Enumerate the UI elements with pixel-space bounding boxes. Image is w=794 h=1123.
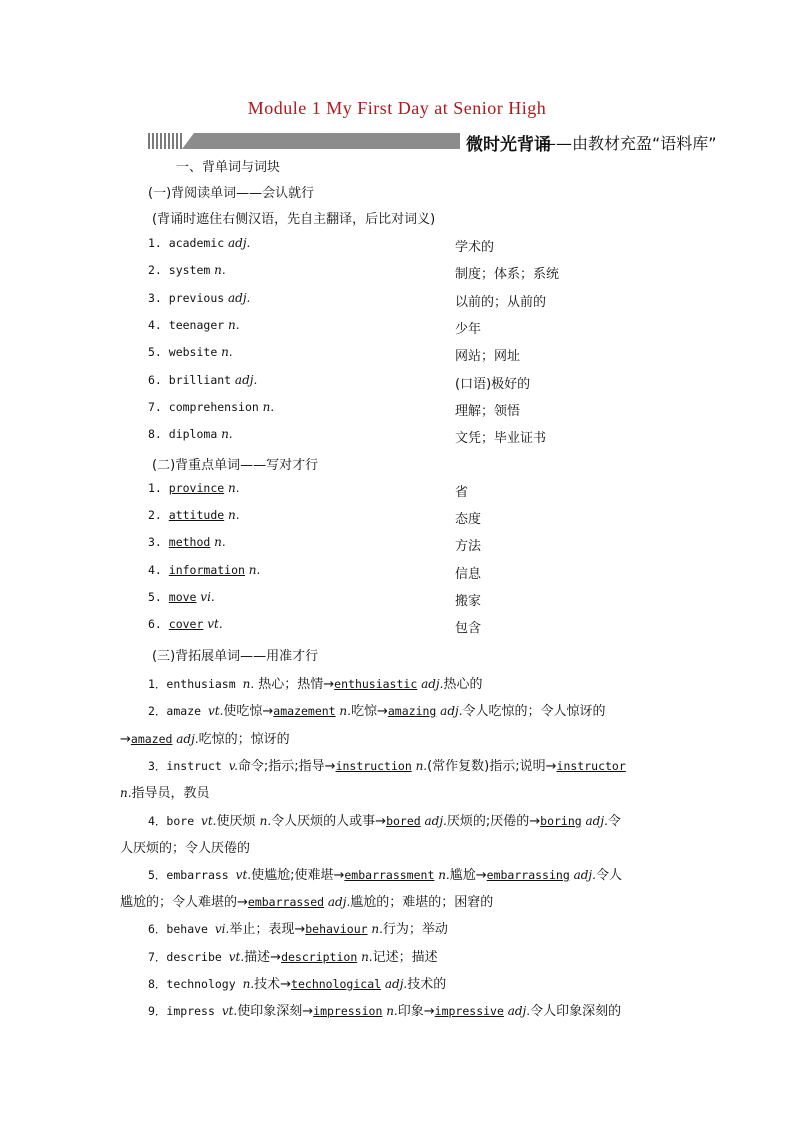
definition-text: 热心的	[443, 677, 483, 692]
vocab-word: teenager	[168, 317, 225, 332]
part-of-speech: n.	[224, 481, 240, 495]
definition-text: 技术→	[254, 977, 292, 992]
part-of-speech: v.	[228, 759, 238, 773]
part-of-speech: adj.	[569, 868, 596, 882]
part-of-speech: adj.	[436, 704, 463, 718]
part-of-speech: n.	[382, 1004, 398, 1018]
item-number: 6.	[148, 617, 169, 631]
item-number: 3.	[148, 535, 169, 550]
entry-text: 1．enthusiasm	[148, 677, 243, 691]
definition-text: 举止；表现→	[229, 922, 306, 937]
definition-text: 使厌烦	[216, 814, 260, 829]
vocab-word: move	[168, 589, 197, 604]
vocab-row	[148, 373, 257, 388]
vocab-word: information	[168, 562, 245, 577]
part-of-speech: adj.	[172, 732, 199, 746]
part-of-speech: adj.	[324, 895, 351, 909]
vocab-meaning: 制度；体系；系统	[455, 267, 560, 283]
vocab-row	[148, 617, 223, 632]
derived-word: technological	[291, 977, 382, 991]
part-of-speech: n.	[210, 263, 226, 278]
vocab-row	[148, 481, 240, 496]
definition-text: 吃惊→	[350, 704, 388, 719]
definition-text: 吃惊的；惊讶的	[198, 732, 290, 747]
item-number: 8.	[148, 427, 169, 442]
vocab-meaning: 包含	[455, 621, 482, 636]
vocab-meaning: 信息	[455, 566, 482, 582]
definition-text: 令人吃惊的；令人惊讶的	[462, 704, 606, 719]
vocab-meaning: (口语)极好的	[455, 376, 531, 392]
definition-text: 尴尬→	[449, 868, 487, 883]
extended-word-line	[120, 782, 210, 801]
vocab-word: system	[168, 263, 211, 278]
banner-hatch-decoration	[148, 133, 184, 149]
part-of-speech: vt.	[228, 950, 245, 964]
vocab-row	[148, 563, 260, 578]
part-of-speech: n.	[357, 950, 373, 964]
item-number: 5.	[148, 589, 169, 604]
part-of-speech: adj.	[381, 977, 408, 991]
vocab-word: academic	[168, 236, 225, 250]
item-number: 1.	[148, 236, 169, 250]
entry-text: 3．instruct	[148, 759, 229, 773]
definition-text: 尴尬的；难堪的；困窘的	[350, 895, 494, 910]
derived-word: amazed	[130, 732, 173, 746]
vocab-word: previous	[168, 290, 225, 305]
derived-word: amazing	[387, 704, 437, 718]
extended-word-line	[148, 946, 438, 965]
vocab-word: brilliant	[168, 372, 232, 387]
item-number: 3.	[148, 290, 169, 305]
extended-word-line	[148, 918, 448, 937]
entry-text: 6．behave	[148, 922, 215, 936]
part-of-speech: vi.	[214, 922, 230, 936]
part-of-speech: adj.	[231, 372, 258, 387]
part-of-speech: adj.	[581, 814, 608, 828]
part-of-speech: vt.	[203, 617, 223, 631]
derived-word: behaviour	[305, 922, 368, 936]
part-of-speech: adj.	[420, 814, 447, 828]
item-number: 6.	[148, 372, 169, 387]
part-of-speech: adj.	[224, 236, 251, 250]
entry-text: 8．technology	[148, 977, 243, 991]
part-of-speech: vt.	[235, 868, 252, 882]
part-of-speech: vt.	[221, 1004, 238, 1018]
extended-word-line	[120, 728, 290, 747]
vocab-meaning: 以前的；从前的	[455, 294, 547, 310]
extended-word-line	[120, 891, 493, 910]
part3-heading: (三)背拓展单词——用准才行	[152, 649, 319, 664]
section-banner	[148, 130, 717, 155]
item-number: 2.	[148, 263, 169, 278]
extended-word-line	[148, 755, 626, 774]
entry-text: 4．bore	[148, 814, 202, 828]
part-of-speech: n.	[411, 759, 428, 773]
vocab-row	[148, 263, 226, 278]
item-number: 5.	[148, 345, 169, 360]
vocab-row	[148, 427, 233, 442]
part-of-speech: vt.	[201, 814, 217, 828]
item-number: 4.	[148, 317, 169, 332]
part-of-speech: adj.	[224, 290, 251, 305]
definition-text: 行为；举动	[382, 922, 448, 937]
item-number: 4.	[148, 562, 169, 577]
vocab-meaning: 方法	[455, 539, 482, 555]
definition-text: 指导员，教员	[131, 786, 210, 801]
vocab-meaning: 理解；领悟	[455, 403, 521, 419]
vocab-row	[148, 508, 240, 523]
derived-word: impression	[313, 1004, 383, 1018]
vocab-word: cover	[168, 617, 204, 631]
vocab-row	[148, 236, 250, 251]
vocab-row	[148, 291, 250, 306]
page-title: Module 1 My First Day at Senior High	[247, 98, 547, 118]
vocab-row	[148, 400, 274, 415]
part-of-speech: n.	[217, 427, 233, 442]
part-of-speech: adj.	[503, 1004, 531, 1018]
vocab-row	[148, 535, 226, 550]
extended-word-line	[148, 864, 622, 883]
vocab-word: attitude	[168, 508, 225, 523]
derived-word: enthusiastic	[334, 677, 418, 691]
part-of-speech: n.	[367, 922, 383, 936]
definition-text: 热心；热情→	[254, 677, 335, 692]
derived-word: bored	[386, 814, 421, 828]
vocab-word: comprehension	[168, 399, 259, 414]
definition-text: 令人厌烦的人或事→	[271, 814, 387, 829]
item-number: 7.	[148, 399, 169, 414]
extended-word-line	[148, 673, 482, 692]
definition-text: 印象→	[397, 1004, 435, 1019]
part-of-speech: vt.	[207, 704, 224, 718]
vocab-row	[148, 590, 215, 605]
part-of-speech: n.	[244, 562, 261, 577]
section-heading: 一、背单词与词块	[176, 160, 281, 175]
definition-text: 技术的	[407, 977, 447, 992]
banner-subtitle: ——由教材充盈“语料库”	[540, 134, 717, 153]
vocab-word: method	[168, 535, 211, 550]
derived-word: embarrassment	[344, 868, 435, 882]
part1-note: (背诵时遮住右侧汉语，先自主翻译，后比对词义)	[152, 212, 436, 227]
derived-word: instruction	[335, 759, 412, 773]
definition-text: 尴尬的；令人难堪的→	[120, 895, 248, 910]
vocab-meaning: 态度	[455, 512, 482, 528]
part-of-speech: n.	[335, 704, 351, 718]
vocab-meaning: 文凭；毕业证书	[455, 431, 547, 447]
part-of-speech: n.	[259, 814, 272, 828]
part2-heading: (二)背重点单词——写对才行	[152, 458, 319, 473]
entry-text: 2．amaze	[148, 704, 208, 718]
item-number: 2.	[148, 508, 169, 523]
part-of-speech: n.	[224, 508, 240, 523]
vocab-meaning: 少年	[455, 321, 482, 337]
part-of-speech: n.	[120, 786, 132, 800]
part-of-speech: n.	[224, 317, 240, 332]
part-of-speech: n.	[242, 677, 255, 691]
entry-text: 7．describe	[148, 950, 229, 964]
definition-text: 使印象深刻→	[237, 1004, 314, 1019]
vocab-word: diploma	[168, 427, 218, 442]
part1-heading: (一)背阅读单词——会认就行	[148, 186, 315, 201]
entry-text: 9．impress	[148, 1004, 222, 1018]
definition-text: 使吃惊→	[223, 704, 274, 719]
extended-word-line	[148, 810, 621, 829]
part-of-speech: n.	[217, 345, 233, 360]
extended-word-line	[148, 700, 606, 719]
definition-text: 使尴尬;使难堪→	[251, 868, 345, 883]
derived-word: embarrassing	[486, 868, 570, 882]
definition-text: 记述；描述	[372, 950, 438, 965]
derived-word: description	[281, 950, 358, 964]
part-of-speech: n.	[434, 868, 450, 882]
extended-word-line	[148, 973, 446, 992]
vocab-row	[148, 345, 233, 360]
derived-word: impressive	[434, 1004, 504, 1018]
vocab-word: website	[168, 345, 218, 360]
definition-text: 令人印象深刻的	[530, 1004, 622, 1019]
vocab-row	[148, 318, 240, 333]
part-of-speech: n.	[258, 399, 275, 414]
definition-text: 人厌烦的；令人厌倦的	[120, 841, 251, 856]
item-number: 1.	[148, 481, 169, 495]
extended-word-line	[120, 837, 250, 856]
part-of-speech: adj.	[417, 677, 444, 691]
banner-bar-decoration	[182, 133, 460, 149]
vocab-meaning: 学术的	[455, 240, 495, 255]
banner-title: 微时光背诵	[466, 135, 551, 155]
definition-text: 令人	[595, 868, 622, 883]
vocab-word: province	[168, 481, 225, 495]
entry-text: 5．embarrass	[148, 868, 236, 882]
definition-text: →	[120, 732, 131, 747]
derived-word: amazement	[273, 704, 336, 718]
derived-word: instructor	[556, 759, 626, 773]
extended-word-line	[148, 1000, 621, 1019]
derived-word: boring	[540, 814, 582, 828]
part-of-speech: n.	[210, 535, 226, 550]
vocab-meaning: 网站；网址	[455, 349, 521, 365]
definition-text: 令	[607, 814, 621, 829]
definition-text: 描述→	[244, 950, 282, 965]
part-of-speech: n.	[242, 977, 255, 991]
vocab-meaning: 搬家	[455, 593, 482, 609]
part-of-speech: vi.	[196, 589, 215, 604]
derived-word: embarrassed	[247, 895, 325, 909]
definition-text: 命令;指示;指导→	[237, 759, 336, 774]
definition-text: 厌烦的;厌倦的→	[446, 814, 541, 829]
definition-text: (常作复数)指示;说明→	[427, 759, 557, 774]
vocab-meaning: 省	[455, 485, 469, 500]
